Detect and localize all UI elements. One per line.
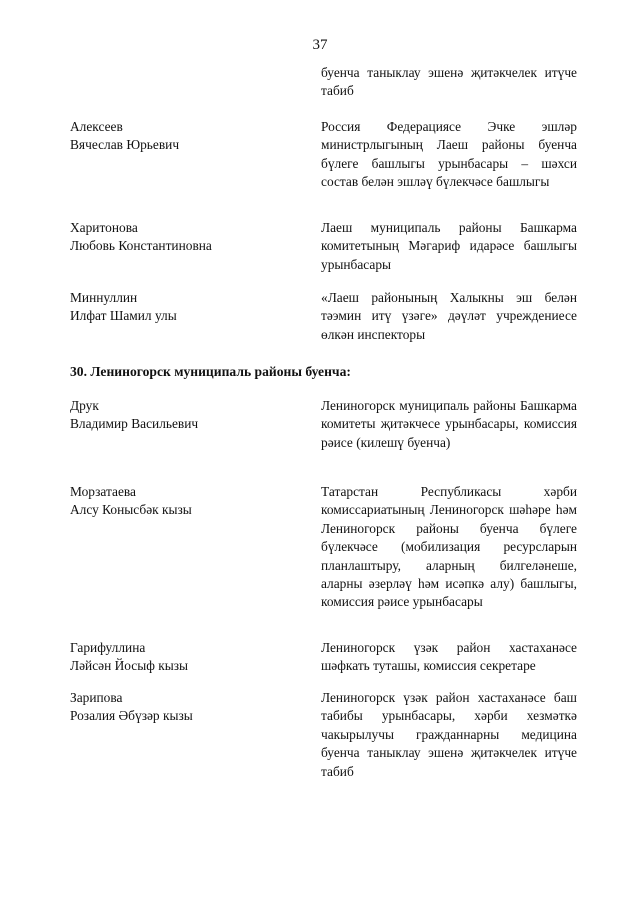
continuation-text: буенча таныклау эшенә җитәкчелек итүче табиб [321,65,577,99]
person-surname: Харитонова [70,220,138,235]
person-name [70,639,300,676]
person-surname: Миннуллин [70,290,138,305]
person-surname: Друк [70,398,99,413]
person-name [70,689,300,726]
person-given-name: Алсу Конысбәк кызы [70,502,192,518]
person-role: Лениногорск үзәк район хастаханәсе баш табибы урынбасары, хәрби хезмәткә чакырылучы гражданнарны медицина буенча таныклау эшенә җитәкчелек итүче табиб [321,690,577,779]
person-role: Лениногорск муниципаль районы Башкарма комитеты җитәкчесе урынбасары, комиссия рәисе (килешү буенча) [321,398,577,450]
person-given-name: Любовь Константиновна [70,238,212,254]
person-role: «Лаеш районының Халыкны эш белән тәэмин итү үзәге» дәүләт учреждениесе өлкән инспекторы [321,290,577,342]
person-given-name: Розалия Әбүзәр кызы [70,708,193,724]
person-role: Лаеш муниципаль районы Башкарма комитетының Мәгариф идарәсе башлыгы урынбасары [321,220,577,272]
person-surname: Гарифуллина [70,640,146,655]
person-name [70,483,300,520]
person-name [70,118,300,155]
person-name [70,219,300,256]
person-given-name: Ләйсән Йосыф кызы [70,658,189,674]
person-given-name: Вячеслав Юрьевич [70,137,180,153]
person-name [70,289,300,326]
section-heading: 30. Лениногорск муниципаль районы буенча: [70,364,351,379]
person-surname: Зарипова [70,690,123,705]
person-surname: Морзатаева [70,484,137,499]
person-role: Россия Федерациясе Эчке эшләр министрлыгының Лаеш районы буенча бүлеге башлыгы урынбасары – шәхси состав белән эшләү бүлекчәсе башлыгы [321,119,577,190]
person-given-name: Илфат Шамил улы [70,308,177,324]
page-number: 37 [312,37,328,53]
person-name [70,397,300,434]
person-role: Лениногорск үзәк район хастаханәсе шәфкать туташы, комиссия секретаре [321,640,577,674]
person-role: Татарстан Республикасы хәрби комиссариатының Лениногорск шәһәре һәм Лениногорск районы буенча бүлеге бүлекчәсе (мобилизация ресурсларын планлаштыру, аларның билгеләнеше, аларны әзерләү һәм исәпкә алу) башлыгы, комиссия рәисе урынбасары [321,484,577,610]
person-surname: Алексеев [70,119,123,134]
person-given-name: Владимир Васильевич [70,416,199,432]
